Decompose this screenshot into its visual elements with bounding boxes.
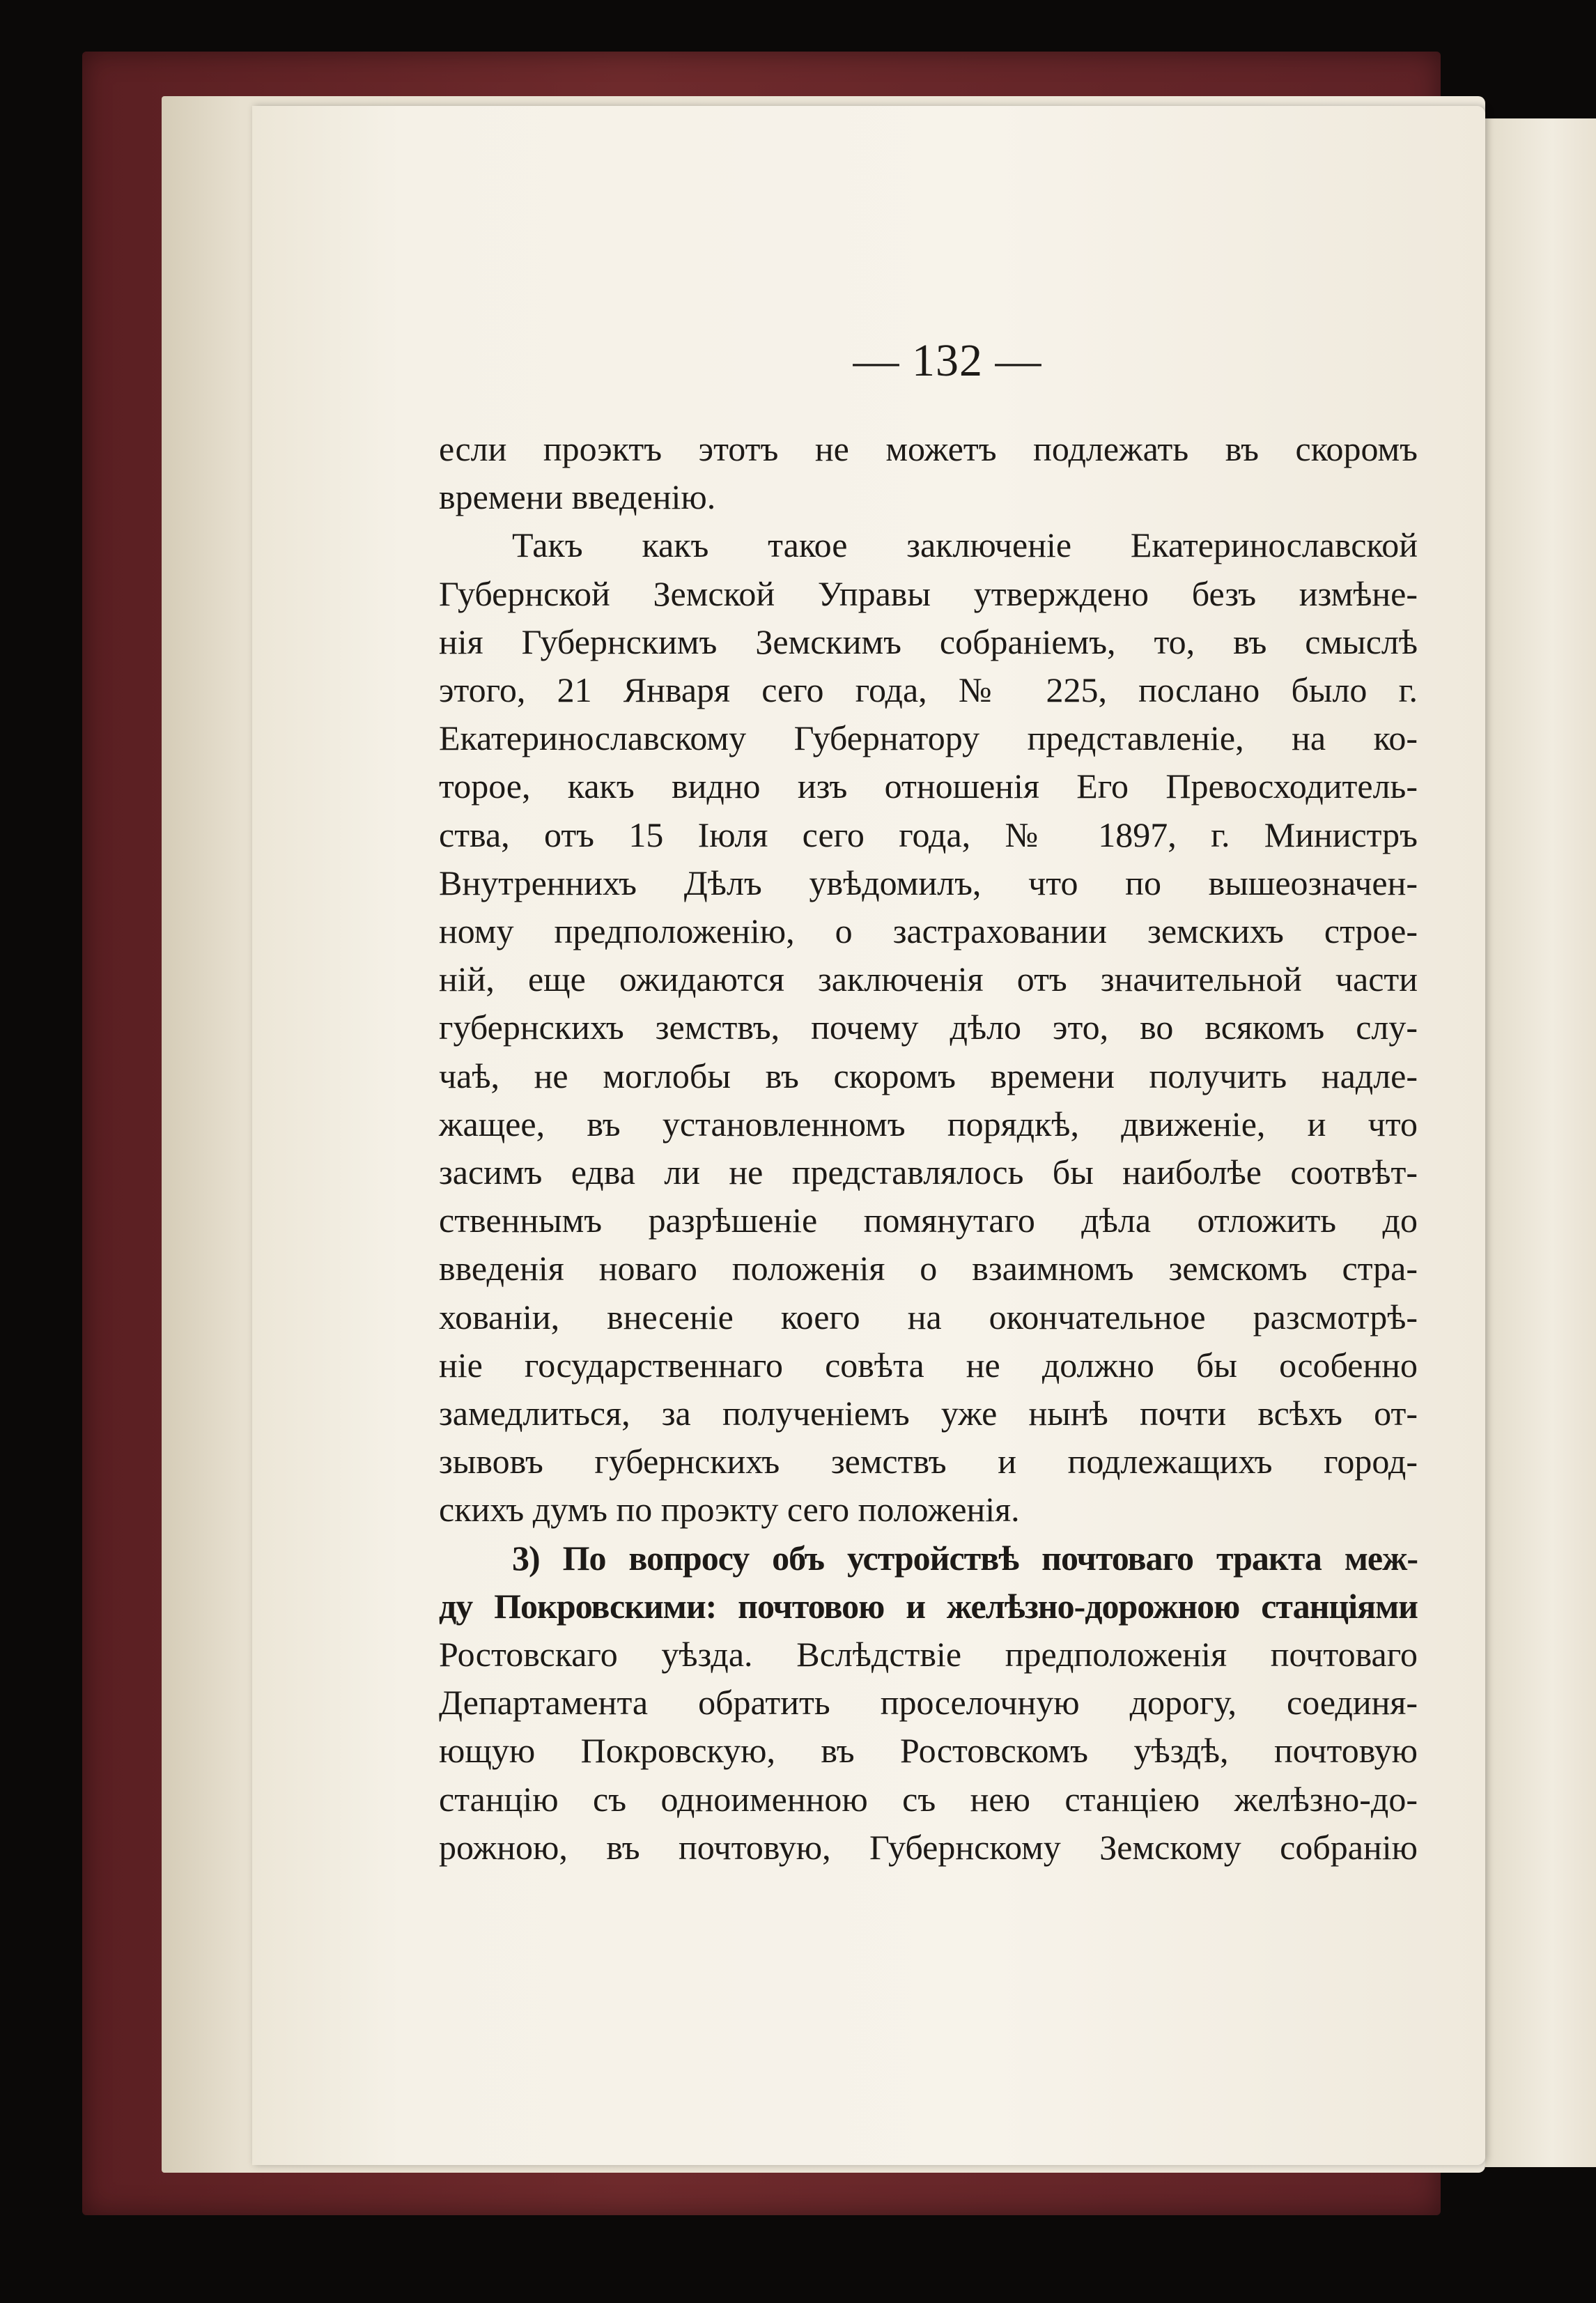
text-line: жащее, въ установленномъ порядкѣ, движеніе, и что bbox=[439, 1104, 1418, 1143]
text-line: введенія новаго положенія о взаимномъ земскомъ стра- bbox=[439, 1249, 1418, 1288]
text-line: Такъ какъ такое заключеніе Екатеринославской bbox=[512, 525, 1418, 565]
text-line: зывовъ губернскихъ земствъ и подлежащихъ город- bbox=[439, 1442, 1418, 1481]
text-line: ду Покровскими: почтовою и желѣзно-дорожною станціями bbox=[439, 1586, 1418, 1626]
text-line: ства, отъ 15 Іюля сего года, № 1897, г. Министръ bbox=[439, 815, 1418, 854]
text-line: ніе государственнаго совѣта не должно бы особенно bbox=[439, 1345, 1418, 1385]
text-line: ному предположенію, о застраховании земскихъ строе- bbox=[439, 911, 1418, 951]
text-line: скихъ думъ по проэкту сего положенія. bbox=[439, 1490, 1020, 1530]
text-line: ній, еще ожидаются заключенія отъ значительной части bbox=[439, 960, 1418, 999]
text-line: Внутреннихъ Дѣлъ увѣдомилъ, что по вышеозначен- bbox=[439, 863, 1418, 902]
text-line: Екатеринославскому Губернатору представленіе, на ко- bbox=[439, 718, 1418, 758]
text-line: нія Губернскимъ Земскимъ собраніемъ, то, въ смыслѣ bbox=[439, 622, 1418, 661]
text-line: чаѣ, не моглобы въ скоромъ времени получить надле- bbox=[439, 1056, 1418, 1095]
text-line: торое, какъ видно изъ отношенія Его Превосходитель- bbox=[439, 767, 1418, 806]
text-line: времени введенію. bbox=[439, 477, 716, 517]
text-line: Ростовскаго уѣзда. Вслѣдствіе предположенія почтоваго bbox=[439, 1635, 1418, 1674]
text-line: ственнымъ разрѣшеніе помянутаго дѣла отложить до bbox=[439, 1201, 1418, 1240]
text-line: хованіи, внесеніе коего на окончательное разсмотрѣ- bbox=[439, 1297, 1418, 1337]
body-text bbox=[439, 425, 1418, 1872]
text-line: Губернской Земской Управы утверждено безъ измѣне- bbox=[439, 573, 1418, 613]
text-line: станцію съ одноименною съ нею станціею желѣзно-до- bbox=[439, 1779, 1418, 1819]
adjacent-page-edge bbox=[1485, 118, 1596, 2167]
page-number-header: — 132 — bbox=[853, 335, 1042, 386]
text-line: рожною, въ почтовую, Губернскому Земскому собранію bbox=[439, 1827, 1418, 1867]
text-line: засимъ едва ли не представлялось бы наиболѣе соотвѣт- bbox=[439, 1153, 1418, 1192]
text-line: ющую Покровскую, въ Ростовскомъ уѣздѣ, почтовую bbox=[439, 1731, 1418, 1771]
text-line: Департамента обратить проселочную дорогу, соединя- bbox=[439, 1683, 1418, 1723]
text-line: если проэктъ этотъ не можетъ подлежать въ скоромъ bbox=[439, 429, 1418, 468]
text-line: замедлиться, за полученіемъ уже нынѣ почти всѣхъ от- bbox=[439, 1394, 1418, 1433]
text-line: губернскихъ земствъ, почему дѣло это, во всякомъ слу- bbox=[439, 1008, 1418, 1047]
text-line: этого, 21 Января сего года, № 225, послано было г. bbox=[439, 670, 1418, 710]
text-line: 3) По вопросу объ устройствѣ почтоваго тракта меж- bbox=[512, 1538, 1418, 1578]
